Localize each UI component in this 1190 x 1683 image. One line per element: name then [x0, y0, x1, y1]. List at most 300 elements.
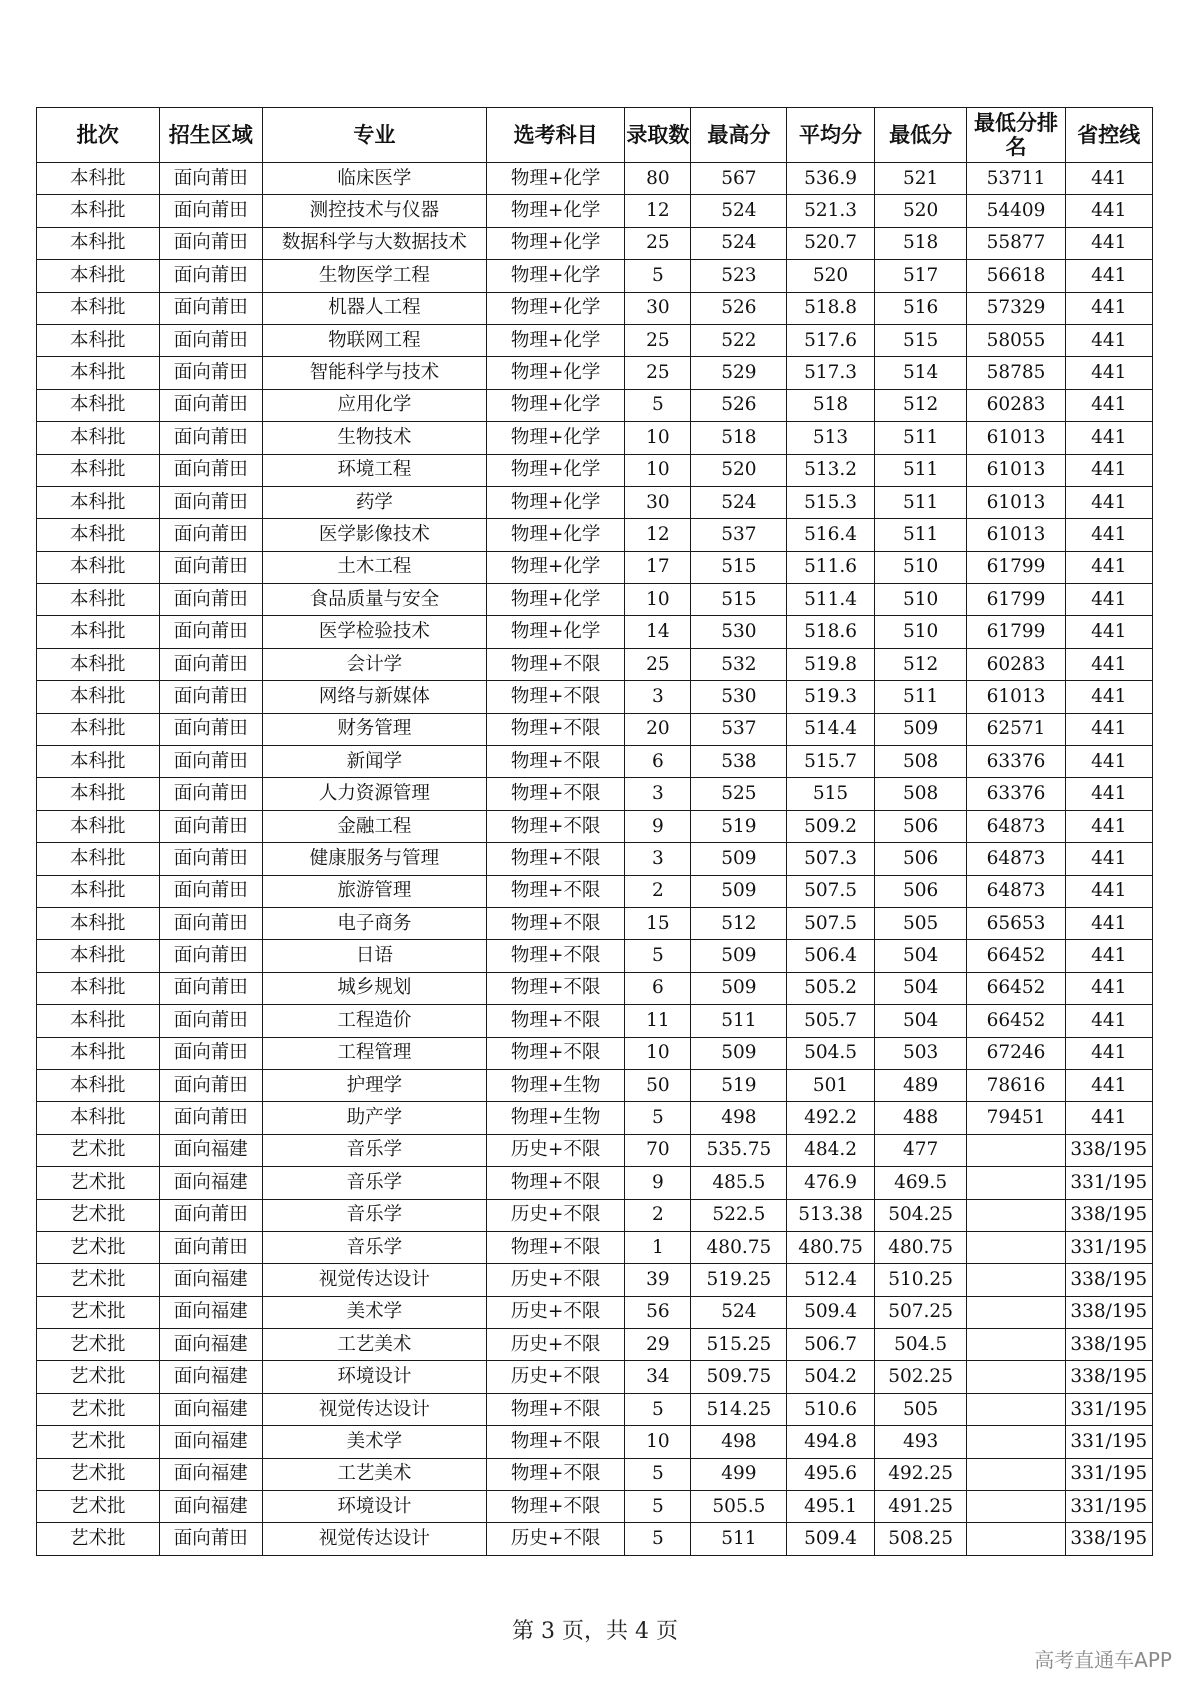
cell-subjects: 物理+不限	[486, 940, 625, 972]
cell-lowest-score: 506	[874, 875, 967, 907]
table-row	[37, 1491, 1153, 1523]
cell-major: 工程管理	[262, 1037, 486, 1069]
cell-major: 城乡规划	[262, 972, 486, 1004]
table-body	[37, 163, 1153, 1556]
cell-control-line: 441	[1065, 746, 1152, 778]
cell-control-line: 331/195	[1065, 1426, 1152, 1458]
cell-subjects: 物理+不限	[486, 1231, 625, 1263]
cell-lowest-rank: 61013	[967, 486, 1065, 518]
cell-region: 面向莆田	[159, 1199, 262, 1231]
cell-admitted-count: 10	[625, 584, 691, 616]
cell-highest-score: 526	[691, 389, 787, 421]
cell-highest-score: 509	[691, 1037, 787, 1069]
cell-lowest-score: 504	[874, 1005, 967, 1037]
cell-subjects: 物理+不限	[486, 713, 625, 745]
cell-admitted-count: 5	[625, 1102, 691, 1134]
cell-lowest-rank	[967, 1523, 1065, 1555]
cell-control-line: 338/195	[1065, 1523, 1152, 1555]
table-row	[37, 454, 1153, 486]
cell-batch: 本科批	[37, 551, 160, 583]
cell-control-line: 441	[1065, 519, 1152, 551]
cell-admitted-count: 5	[625, 1458, 691, 1490]
cell-average-score: 515	[787, 778, 874, 810]
cell-average-score: 492.2	[787, 1102, 874, 1134]
cell-highest-score: 515	[691, 584, 787, 616]
cell-highest-score: 511	[691, 1005, 787, 1037]
cell-region: 面向莆田	[159, 940, 262, 972]
header-highest-score: 最高分	[691, 108, 787, 163]
cell-lowest-rank: 60283	[967, 389, 1065, 421]
cell-average-score: 480.75	[787, 1231, 874, 1263]
page-number: 第 3 页，共 4 页	[512, 1619, 678, 1644]
cell-control-line: 441	[1065, 1005, 1152, 1037]
cell-average-score: 512.4	[787, 1264, 874, 1296]
cell-control-line: 441	[1065, 551, 1152, 583]
cell-control-line: 441	[1065, 1102, 1152, 1134]
cell-lowest-score: 503	[874, 1037, 967, 1069]
cell-region: 面向莆田	[159, 422, 262, 454]
cell-major: 药学	[262, 486, 486, 518]
cell-major: 测控技术与仪器	[262, 195, 486, 227]
cell-control-line: 441	[1065, 972, 1152, 1004]
cell-subjects: 物理+不限	[486, 1037, 625, 1069]
cell-subjects: 物理+不限	[486, 681, 625, 713]
cell-region: 面向莆田	[159, 681, 262, 713]
header-batch: 批次	[37, 108, 160, 163]
table-row	[37, 746, 1153, 778]
cell-batch: 本科批	[37, 940, 160, 972]
cell-lowest-score: 508	[874, 746, 967, 778]
cell-lowest-rank: 61013	[967, 519, 1065, 551]
cell-batch: 本科批	[37, 260, 160, 292]
table-row	[37, 1523, 1153, 1555]
cell-subjects: 物理+不限	[486, 778, 625, 810]
table-row	[37, 1102, 1153, 1134]
cell-batch: 本科批	[37, 972, 160, 1004]
table-row	[37, 681, 1153, 713]
cell-batch: 本科批	[37, 292, 160, 324]
cell-admitted-count: 5	[625, 1393, 691, 1425]
cell-region: 面向莆田	[159, 907, 262, 939]
cell-major: 工艺美术	[262, 1458, 486, 1490]
cell-control-line: 338/195	[1065, 1329, 1152, 1361]
cell-lowest-score: 492.25	[874, 1458, 967, 1490]
cell-lowest-score: 510	[874, 584, 967, 616]
cell-subjects: 物理+生物	[486, 1069, 625, 1101]
cell-highest-score: 515	[691, 551, 787, 583]
cell-subjects: 物理+不限	[486, 746, 625, 778]
cell-batch: 本科批	[37, 907, 160, 939]
cell-lowest-rank: 55877	[967, 227, 1065, 259]
header-average-score: 平均分	[787, 108, 874, 163]
cell-lowest-rank: 56618	[967, 260, 1065, 292]
cell-batch: 本科批	[37, 843, 160, 875]
cell-region: 面向莆田	[159, 551, 262, 583]
cell-major: 助产学	[262, 1102, 486, 1134]
cell-lowest-rank: 57329	[967, 292, 1065, 324]
cell-region: 面向莆田	[159, 454, 262, 486]
cell-subjects: 物理+化学	[486, 486, 625, 518]
cell-control-line: 441	[1065, 260, 1152, 292]
cell-batch: 本科批	[37, 713, 160, 745]
cell-highest-score: 524	[691, 486, 787, 518]
cell-highest-score: 529	[691, 357, 787, 389]
cell-lowest-score: 510	[874, 616, 967, 648]
cell-batch: 艺术批	[37, 1523, 160, 1555]
cell-admitted-count: 5	[625, 260, 691, 292]
cell-major: 旅游管理	[262, 875, 486, 907]
header-lowest-rank: 最低分排名	[967, 108, 1065, 163]
cell-lowest-score: 511	[874, 486, 967, 518]
cell-lowest-score: 512	[874, 648, 967, 680]
cell-lowest-rank	[967, 1426, 1065, 1458]
table-row	[37, 648, 1153, 680]
cell-lowest-score: 509	[874, 713, 967, 745]
cell-lowest-rank	[967, 1329, 1065, 1361]
cell-lowest-score: 508.25	[874, 1523, 967, 1555]
cell-average-score: 495.6	[787, 1458, 874, 1490]
table-row	[37, 1458, 1153, 1490]
cell-batch: 本科批	[37, 875, 160, 907]
cell-major: 音乐学	[262, 1231, 486, 1263]
cell-subjects: 物理+化学	[486, 227, 625, 259]
cell-major: 视觉传达设计	[262, 1393, 486, 1425]
cell-lowest-rank: 60283	[967, 648, 1065, 680]
cell-batch: 本科批	[37, 486, 160, 518]
table-row	[37, 260, 1153, 292]
cell-average-score: 520.7	[787, 227, 874, 259]
cell-subjects: 物理+不限	[486, 1167, 625, 1199]
cell-admitted-count: 50	[625, 1069, 691, 1101]
cell-lowest-score: 504	[874, 940, 967, 972]
cell-region: 面向莆田	[159, 810, 262, 842]
cell-major: 美术学	[262, 1426, 486, 1458]
table-row	[37, 389, 1153, 421]
cell-admitted-count: 2	[625, 875, 691, 907]
cell-control-line: 441	[1065, 389, 1152, 421]
cell-admitted-count: 5	[625, 1491, 691, 1523]
cell-major: 临床医学	[262, 163, 486, 195]
cell-region: 面向莆田	[159, 519, 262, 551]
cell-lowest-rank: 64873	[967, 843, 1065, 875]
cell-highest-score: 567	[691, 163, 787, 195]
cell-subjects: 历史+不限	[486, 1264, 625, 1296]
cell-lowest-score: 512	[874, 389, 967, 421]
cell-control-line: 441	[1065, 713, 1152, 745]
cell-subjects: 历史+不限	[486, 1361, 625, 1393]
cell-average-score: 511.4	[787, 584, 874, 616]
cell-subjects: 物理+化学	[486, 389, 625, 421]
cell-major: 应用化学	[262, 389, 486, 421]
cell-major: 物联网工程	[262, 324, 486, 356]
cell-major: 金融工程	[262, 810, 486, 842]
cell-region: 面向莆田	[159, 1069, 262, 1101]
table-row	[37, 1426, 1153, 1458]
cell-subjects: 物理+不限	[486, 1005, 625, 1037]
table-row	[37, 357, 1153, 389]
cell-highest-score: 512	[691, 907, 787, 939]
table-row	[37, 972, 1153, 1004]
table-row	[37, 519, 1153, 551]
cell-subjects: 物理+化学	[486, 357, 625, 389]
cell-batch: 本科批	[37, 746, 160, 778]
table-row	[37, 324, 1153, 356]
cell-subjects: 物理+化学	[486, 163, 625, 195]
cell-major: 音乐学	[262, 1199, 486, 1231]
cell-highest-score: 509	[691, 875, 787, 907]
cell-lowest-score: 505	[874, 907, 967, 939]
cell-lowest-score: 511	[874, 422, 967, 454]
cell-average-score: 505.2	[787, 972, 874, 1004]
cell-batch: 艺术批	[37, 1199, 160, 1231]
cell-lowest-rank: 61013	[967, 454, 1065, 486]
cell-subjects: 物理+化学	[486, 551, 625, 583]
cell-average-score: 517.3	[787, 357, 874, 389]
cell-highest-score: 485.5	[691, 1167, 787, 1199]
cell-admitted-count: 30	[625, 292, 691, 324]
cell-subjects: 物理+化学	[486, 454, 625, 486]
cell-average-score: 518.6	[787, 616, 874, 648]
cell-highest-score: 505.5	[691, 1491, 787, 1523]
header-major: 专业	[262, 108, 486, 163]
cell-average-score: 518.8	[787, 292, 874, 324]
cell-control-line: 338/195	[1065, 1264, 1152, 1296]
cell-admitted-count: 12	[625, 195, 691, 227]
cell-average-score: 504.5	[787, 1037, 874, 1069]
cell-control-line: 331/195	[1065, 1167, 1152, 1199]
cell-highest-score: 524	[691, 227, 787, 259]
cell-control-line: 441	[1065, 843, 1152, 875]
cell-major: 环境设计	[262, 1361, 486, 1393]
cell-highest-score: 524	[691, 1296, 787, 1328]
cell-lowest-rank: 64873	[967, 875, 1065, 907]
table-row	[37, 551, 1153, 583]
cell-subjects: 物理+化学	[486, 324, 625, 356]
cell-region: 面向莆田	[159, 584, 262, 616]
table-row	[37, 1296, 1153, 1328]
header-region: 招生区域	[159, 108, 262, 163]
cell-average-score: 517.6	[787, 324, 874, 356]
cell-admitted-count: 1	[625, 1231, 691, 1263]
cell-batch: 本科批	[37, 389, 160, 421]
cell-lowest-rank: 61799	[967, 616, 1065, 648]
table-row	[37, 195, 1153, 227]
table-row	[37, 1069, 1153, 1101]
cell-batch: 艺术批	[37, 1426, 160, 1458]
cell-lowest-score: 511	[874, 519, 967, 551]
cell-lowest-rank: 66452	[967, 972, 1065, 1004]
cell-lowest-rank	[967, 1134, 1065, 1166]
cell-highest-score: 499	[691, 1458, 787, 1490]
table-row	[37, 486, 1153, 518]
cell-region: 面向莆田	[159, 746, 262, 778]
cell-highest-score: 538	[691, 746, 787, 778]
cell-region: 面向莆田	[159, 1037, 262, 1069]
cell-highest-score: 515.25	[691, 1329, 787, 1361]
cell-lowest-score: 504	[874, 972, 967, 1004]
cell-major: 机器人工程	[262, 292, 486, 324]
cell-region: 面向福建	[159, 1361, 262, 1393]
cell-batch: 艺术批	[37, 1393, 160, 1425]
cell-control-line: 441	[1065, 195, 1152, 227]
cell-lowest-score: 517	[874, 260, 967, 292]
cell-control-line: 441	[1065, 486, 1152, 518]
cell-lowest-rank: 61799	[967, 584, 1065, 616]
cell-control-line: 441	[1065, 227, 1152, 259]
cell-region: 面向莆田	[159, 292, 262, 324]
cell-major: 美术学	[262, 1296, 486, 1328]
cell-control-line: 441	[1065, 810, 1152, 842]
cell-lowest-rank: 62571	[967, 713, 1065, 745]
cell-batch: 艺术批	[37, 1458, 160, 1490]
cell-batch: 本科批	[37, 1005, 160, 1037]
cell-highest-score: 532	[691, 648, 787, 680]
header-lowest-score: 最低分	[874, 108, 967, 163]
cell-batch: 本科批	[37, 195, 160, 227]
cell-highest-score: 530	[691, 616, 787, 648]
cell-lowest-rank: 64873	[967, 810, 1065, 842]
cell-lowest-rank: 78616	[967, 1069, 1065, 1101]
cell-region: 面向福建	[159, 1426, 262, 1458]
table-header	[37, 108, 1153, 163]
cell-admitted-count: 20	[625, 713, 691, 745]
cell-major: 数据科学与大数据技术	[262, 227, 486, 259]
cell-lowest-score: 504.25	[874, 1199, 967, 1231]
cell-average-score: 518	[787, 389, 874, 421]
cell-batch: 本科批	[37, 1102, 160, 1134]
cell-major: 环境工程	[262, 454, 486, 486]
cell-region: 面向莆田	[159, 389, 262, 421]
table-row	[37, 1264, 1153, 1296]
cell-batch: 本科批	[37, 454, 160, 486]
cell-batch: 本科批	[37, 163, 160, 195]
table-row	[37, 584, 1153, 616]
cell-highest-score: 480.75	[691, 1231, 787, 1263]
cell-region: 面向莆田	[159, 1231, 262, 1263]
cell-major: 环境设计	[262, 1491, 486, 1523]
table-row	[37, 843, 1153, 875]
cell-major: 会计学	[262, 648, 486, 680]
cell-average-score: 509.4	[787, 1296, 874, 1328]
cell-lowest-score: 505	[874, 1393, 967, 1425]
cell-highest-score: 518	[691, 422, 787, 454]
cell-batch: 艺术批	[37, 1167, 160, 1199]
cell-batch: 本科批	[37, 681, 160, 713]
table-row	[37, 940, 1153, 972]
cell-batch: 本科批	[37, 357, 160, 389]
cell-control-line: 441	[1065, 357, 1152, 389]
cell-highest-score: 520	[691, 454, 787, 486]
cell-control-line: 441	[1065, 1037, 1152, 1069]
cell-admitted-count: 39	[625, 1264, 691, 1296]
cell-lowest-rank	[967, 1167, 1065, 1199]
cell-lowest-rank	[967, 1393, 1065, 1425]
cell-admitted-count: 10	[625, 454, 691, 486]
cell-average-score: 506.4	[787, 940, 874, 972]
cell-major: 生物技术	[262, 422, 486, 454]
cell-control-line: 441	[1065, 422, 1152, 454]
cell-region: 面向莆田	[159, 260, 262, 292]
cell-lowest-rank	[967, 1264, 1065, 1296]
table-row	[37, 616, 1153, 648]
cell-highest-score: 519	[691, 810, 787, 842]
cell-region: 面向福建	[159, 1296, 262, 1328]
cell-lowest-score: 493	[874, 1426, 967, 1458]
cell-major: 视觉传达设计	[262, 1523, 486, 1555]
cell-admitted-count: 9	[625, 1167, 691, 1199]
cell-subjects: 历史+不限	[486, 1523, 625, 1555]
cell-control-line: 338/195	[1065, 1199, 1152, 1231]
cell-lowest-score: 506	[874, 843, 967, 875]
cell-subjects: 物理+化学	[486, 616, 625, 648]
cell-lowest-rank: 58055	[967, 324, 1065, 356]
cell-lowest-rank: 66452	[967, 1005, 1065, 1037]
cell-region: 面向莆田	[159, 648, 262, 680]
cell-lowest-score: 521	[874, 163, 967, 195]
cell-highest-score: 509.75	[691, 1361, 787, 1393]
cell-subjects: 物理+不限	[486, 972, 625, 1004]
cell-major: 医学影像技术	[262, 519, 486, 551]
cell-admitted-count: 25	[625, 648, 691, 680]
cell-subjects: 物理+不限	[486, 1458, 625, 1490]
cell-region: 面向莆田	[159, 324, 262, 356]
cell-lowest-rank: 61799	[967, 551, 1065, 583]
cell-lowest-score: 477	[874, 1134, 967, 1166]
cell-subjects: 物理+化学	[486, 422, 625, 454]
cell-average-score: 507.5	[787, 875, 874, 907]
cell-highest-score: 509	[691, 843, 787, 875]
cell-subjects: 物理+不限	[486, 1491, 625, 1523]
cell-subjects: 物理+不限	[486, 1393, 625, 1425]
cell-highest-score: 519	[691, 1069, 787, 1101]
cell-admitted-count: 10	[625, 1037, 691, 1069]
cell-lowest-rank: 58785	[967, 357, 1065, 389]
cell-average-score: 509.4	[787, 1523, 874, 1555]
cell-subjects: 物理+不限	[486, 1426, 625, 1458]
cell-major: 土木工程	[262, 551, 486, 583]
header-row	[37, 108, 1153, 163]
cell-region: 面向莆田	[159, 616, 262, 648]
header-subjects: 选考科目	[486, 108, 625, 163]
table-row	[37, 907, 1153, 939]
table-row	[37, 1393, 1153, 1425]
cell-batch: 本科批	[37, 1037, 160, 1069]
cell-major: 视觉传达设计	[262, 1264, 486, 1296]
cell-average-score: 519.8	[787, 648, 874, 680]
table-row	[37, 1005, 1153, 1037]
watermark: 高考直通车APP	[1034, 1648, 1172, 1672]
cell-control-line: 441	[1065, 163, 1152, 195]
cell-batch: 艺术批	[37, 1264, 160, 1296]
cell-lowest-rank	[967, 1199, 1065, 1231]
table-row	[37, 778, 1153, 810]
cell-lowest-score: 508	[874, 778, 967, 810]
cell-region: 面向莆田	[159, 163, 262, 195]
cell-control-line: 331/195	[1065, 1231, 1152, 1263]
table-row	[37, 1167, 1153, 1199]
cell-admitted-count: 25	[625, 324, 691, 356]
cell-lowest-rank: 66452	[967, 940, 1065, 972]
cell-major: 医学检验技术	[262, 616, 486, 648]
cell-admitted-count: 3	[625, 843, 691, 875]
cell-major: 人力资源管理	[262, 778, 486, 810]
cell-region: 面向福建	[159, 1393, 262, 1425]
cell-lowest-rank	[967, 1361, 1065, 1393]
cell-subjects: 历史+不限	[486, 1296, 625, 1328]
cell-admitted-count: 34	[625, 1361, 691, 1393]
admission-table	[36, 107, 1153, 1556]
cell-subjects: 历史+不限	[486, 1199, 625, 1231]
